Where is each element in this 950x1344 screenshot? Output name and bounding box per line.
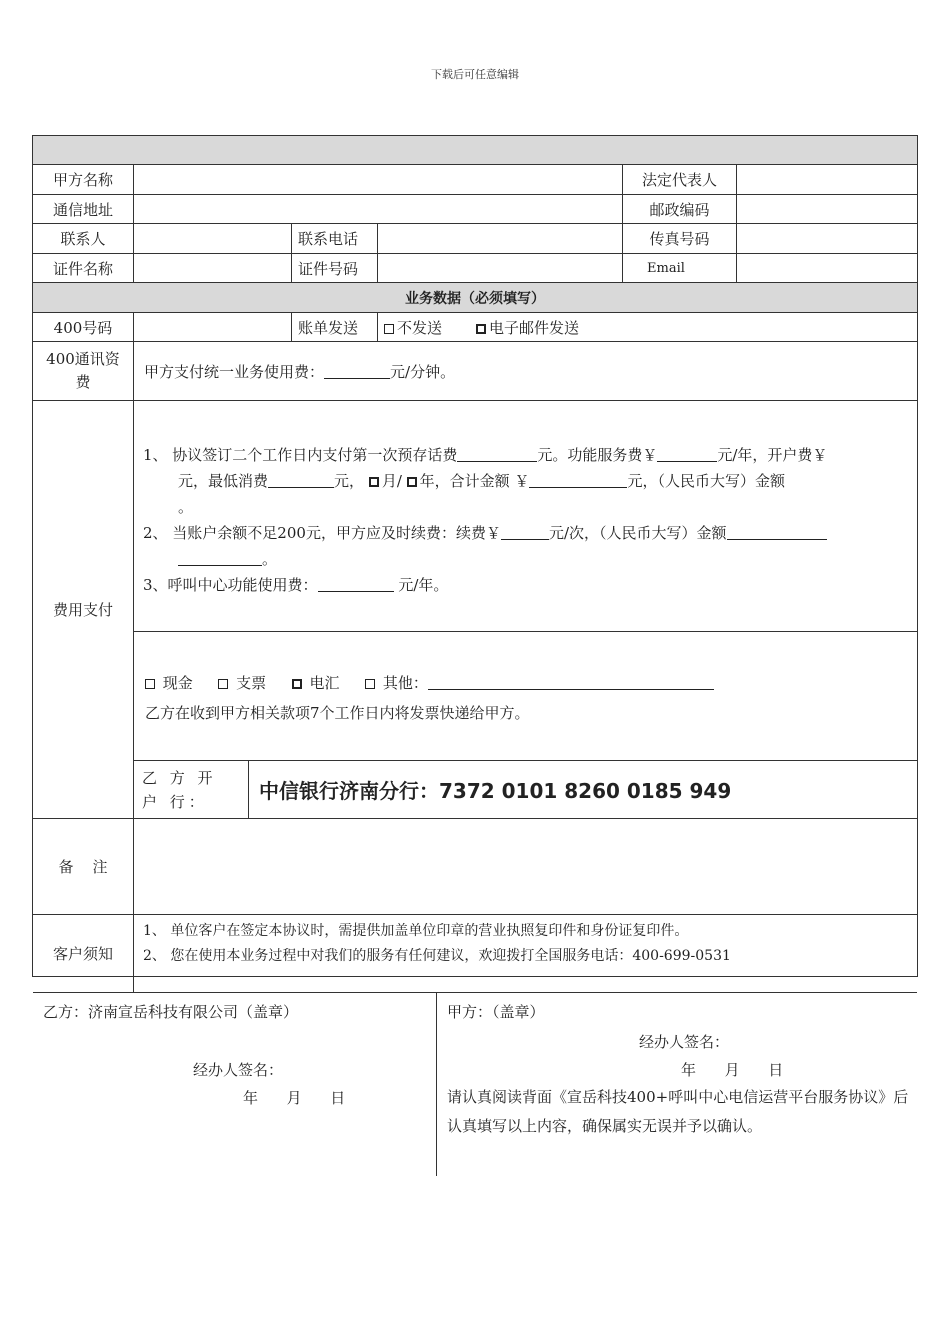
- contact-field[interactable]: [134, 224, 292, 254]
- checkbox-icon: [476, 324, 486, 334]
- method-wire[interactable]: [292, 674, 340, 692]
- fee-item3-a: 3、呼叫中心功能使用费：: [143, 576, 318, 594]
- method-cash[interactable]: [145, 674, 193, 692]
- legal-rep-label: 法定代表人: [623, 165, 737, 195]
- party-b-signature: [33, 993, 437, 1176]
- fee-item1-d: 元，最低消费: [178, 472, 269, 490]
- cert-name-label: 证件名称: [33, 254, 134, 283]
- confirm-note: 请认真阅读背面《宣岳科技400+呼叫中心电信运营平台服务协议》后认真填写以上内容，确保属实无误并予以确认。: [447, 1088, 909, 1135]
- fee-item1-b: 元。功能服务费￥: [537, 446, 658, 464]
- email-label: Email: [623, 254, 737, 283]
- party-a-signature: [437, 993, 917, 1176]
- min-charge-blank[interactable]: [268, 473, 334, 488]
- header-note: 下载后可任意编辑: [431, 68, 519, 81]
- cert-no-label: 证件号码: [292, 254, 378, 283]
- number-field[interactable]: [134, 313, 292, 342]
- total-amount-blank[interactable]: [529, 473, 627, 488]
- cert-name-field[interactable]: [134, 254, 292, 283]
- postcode-field[interactable]: [737, 195, 917, 224]
- notice-item2: 2、 您在使用本业务过程中对我们的服务有任何建议，欢迎拨打全国服务电话：400-699-0531: [143, 948, 731, 964]
- fee-label: 费用支付: [33, 401, 134, 819]
- payment-methods: [134, 632, 917, 761]
- party-b-name: 乙方：济南宣岳科技有限公司（盖章）: [43, 1003, 299, 1021]
- bill-option-none-label: 不发送: [397, 318, 443, 337]
- checkbox-icon: [384, 324, 394, 334]
- tariff-label: 400通讯资费: [33, 342, 134, 401]
- bill-options: [378, 313, 917, 342]
- prepay-blank[interactable]: [457, 447, 537, 462]
- fee-item1-e: 元，: [334, 472, 365, 490]
- address-label: 通信地址: [33, 195, 134, 224]
- form-title-bar: [33, 136, 917, 165]
- email-field[interactable]: [737, 254, 917, 283]
- year-checkbox-icon[interactable]: [407, 477, 417, 487]
- topup-words-blank-2[interactable]: [178, 551, 262, 566]
- bill-option-email-label: 电子邮件发送: [489, 318, 580, 337]
- party-a-name: 甲方：（盖章）: [447, 1003, 545, 1021]
- checkbox-icon: [292, 679, 302, 689]
- address-field[interactable]: [134, 195, 623, 224]
- party-a-date: 年 月 日: [681, 1061, 784, 1079]
- topup-blank[interactable]: [501, 525, 549, 540]
- checkbox-icon: [218, 679, 228, 689]
- fee-item1-a: 1、 协议签订二个工作日内支付第一次预存话费: [143, 446, 458, 464]
- party-a-sign-label: 经办人签名：: [639, 1033, 730, 1051]
- remarks-label: 备 注: [33, 819, 134, 915]
- fee-item2-a: 2、 当账户余额不足200元，甲方应及时续费：续费￥: [143, 524, 501, 542]
- number-label: 400号码: [33, 313, 134, 342]
- topup-words-blank[interactable]: [727, 525, 827, 540]
- fee-item2-b: 元/次，（人民币大写）金额: [548, 524, 727, 542]
- contact-label: 联系人: [33, 224, 134, 254]
- tariff-content: [134, 342, 917, 401]
- fax-field[interactable]: [737, 224, 917, 254]
- party-b-sign-label: 经办人签名：: [193, 1061, 284, 1079]
- party-a-name-field[interactable]: [134, 165, 623, 195]
- method-other[interactable]: [365, 674, 428, 692]
- business-section-title: 业务数据（必须填写）: [33, 283, 917, 313]
- month-checkbox-icon[interactable]: [369, 477, 379, 487]
- notice-content: [134, 915, 917, 993]
- party-a-name-label: 甲方名称: [33, 165, 134, 195]
- postcode-label: 邮政编码: [623, 195, 737, 224]
- bill-option-email[interactable]: [476, 317, 579, 338]
- fee-item1-c: 元/年，开户费￥: [717, 446, 828, 464]
- party-b-date: 年 月 日: [243, 1089, 346, 1107]
- notice-label: 客户须知: [33, 915, 134, 993]
- other-method-blank[interactable]: [428, 675, 714, 690]
- remarks-field[interactable]: [134, 819, 917, 915]
- contact-phone-field[interactable]: [378, 224, 623, 254]
- checkbox-icon: [145, 679, 155, 689]
- service-fee-blank[interactable]: [657, 447, 717, 462]
- bill-option-none[interactable]: [384, 317, 442, 338]
- callcenter-fee-blank[interactable]: [318, 577, 394, 592]
- bank-label: 乙 方 开 户 行：: [134, 761, 249, 819]
- fee-item3-b: 元/年。: [398, 576, 449, 594]
- method-cash-label: 现金: [162, 674, 193, 692]
- checkbox-icon: [365, 679, 375, 689]
- notice-item1: 1、 单位客户在签定本协议时，需提供加盖单位印章的营业执照复印件和身份证复印件。: [143, 923, 689, 939]
- tariff-text-before: 甲方支付统一业务使用费：: [144, 362, 325, 381]
- method-wire-label: 电汇: [309, 674, 340, 692]
- bank-value: 中信银行济南分行：7372 0101 8260 0185 949: [249, 761, 917, 819]
- fee-item1-f: 元，（人民币大写）金额: [627, 472, 785, 490]
- application-form: [32, 135, 918, 1135]
- fee-item2-end: 。: [262, 550, 278, 568]
- tariff-text-after: 元/分钟。: [390, 362, 456, 381]
- cert-no-field[interactable]: [378, 254, 623, 283]
- tariff-rate-blank[interactable]: [324, 364, 390, 379]
- fee-item1-month: 月/: [381, 472, 402, 490]
- fee-terms: [134, 401, 917, 632]
- legal-rep-field[interactable]: [737, 165, 917, 195]
- method-other-label: 其他：: [382, 674, 428, 692]
- bill-label: 账单发送: [292, 313, 378, 342]
- method-check-label: 支票: [236, 674, 267, 692]
- fee-item1-end: 。: [178, 498, 194, 516]
- fax-label: 传真号码: [623, 224, 737, 254]
- method-check[interactable]: [218, 674, 266, 692]
- invoice-note: 乙方在收到甲方相关款项7个工作日内将发票快递给甲方。: [145, 704, 530, 722]
- contact-phone-label: 联系电话: [292, 224, 378, 254]
- fee-item1-year: 年，合计金额 ￥: [419, 472, 530, 490]
